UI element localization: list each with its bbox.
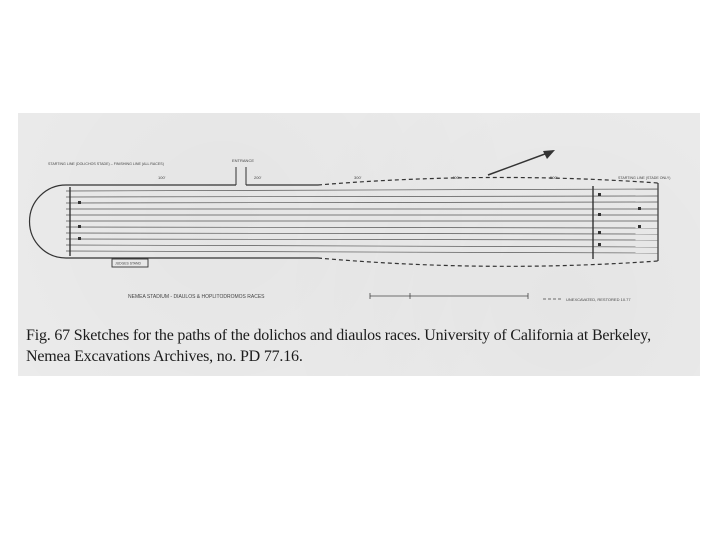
entrance-label: ENTRANCE: [232, 158, 255, 163]
north-arrow-icon: [488, 150, 555, 175]
figure-caption: Fig. 67 Sketches for the paths of the dolichos and diaulos races. University of California at Berkeley, Nemea Excavations Archives, no. PD 77.16.: [26, 327, 651, 365]
scanned-figure: [18, 113, 700, 376]
distance-mark: 300': [354, 175, 362, 180]
plan-title: NEMEA STADIUM - DIAULOS & HOPLITODROMOS RACES: [128, 294, 265, 300]
entrance-passage: [232, 158, 254, 185]
lane-markers: [78, 193, 641, 246]
start-line-right-label: STARTING LINE (STADE ONLY): [618, 176, 671, 180]
racing-lanes: [66, 189, 658, 253]
distance-marks: [158, 175, 558, 180]
distance-mark: 400': [452, 175, 460, 180]
distance-mark: 500': [550, 175, 558, 180]
distance-mark: 100': [158, 175, 166, 180]
judges-stand: [112, 259, 148, 267]
judges-stand-label: JUDGES STAND: [115, 261, 141, 266]
distance-mark: 200': [254, 175, 262, 180]
start-line-left-label: STARTING LINE (DOLICHOS STADE) – FINISHING LINE (ALL RACES): [48, 162, 164, 166]
scale-bar: [370, 293, 528, 299]
legend-label: UNEXCAVATED, RESTORED 10.77: [566, 297, 631, 302]
stadium-plan: [18, 113, 700, 313]
